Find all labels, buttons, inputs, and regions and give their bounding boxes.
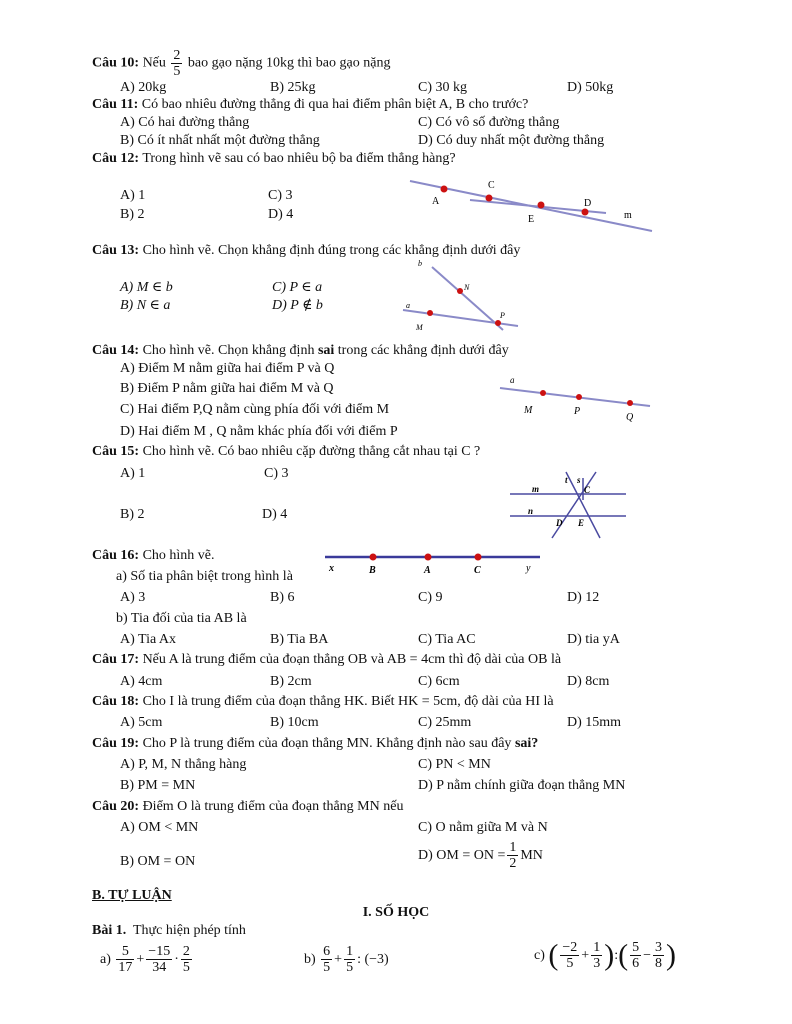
q18-stem: Câu 18: Cho I là trung điểm của đoạn thẳng HK. Biết HK = 5cm, độ dài của HI là [92,694,554,709]
q11-stem: Câu 11: Có bao nhiêu đường thẳng đi qua hai điểm phân biệt A, B cho trước? [92,97,529,112]
q12-option-c[interactable]: C) 3 [268,188,293,203]
q15-label-e: E [578,518,585,528]
q16a-option-a[interactable]: A) 3 [120,590,146,605]
q19-option-b[interactable]: B) PM = MN [120,778,196,793]
q15-option-b[interactable]: B) 2 [120,507,145,522]
q14-label-m: M [524,405,533,416]
q14-option-b[interactable]: B) Điểm P nằm giữa hai điểm M và Q [120,381,334,396]
q12-stem: Câu 12: Trong hình vẽ sau có bao nhiêu bộ ba điểm thẳng hàng? [92,151,456,166]
q14-label-p: P [574,406,581,417]
q12-label-e: E [528,214,535,225]
q20-option-a[interactable]: A) OM < MN [120,820,199,835]
q15-label-t: t [565,475,568,485]
q20-fraction: $\frac{1}{2}$ [509,840,517,871]
q11-option-c[interactable]: C) Có vô số đường thẳng [418,115,560,130]
q14-option-d[interactable]: D) Hai điểm M , Q nằm khác phía đối với điểm P [120,424,398,439]
q17-option-d[interactable]: D) 8cm [567,674,610,689]
q20-option-b[interactable]: B) OM = ON [120,854,196,869]
q15-label-n: n [528,506,534,516]
q13-label-b: b [418,259,422,268]
q19-option-d[interactable]: D) P nằm chính giữa đoạn thẳng MN [418,778,626,793]
q13-label-p: P [500,311,505,320]
q16-stem: Câu 16: Cho hình vẽ. [92,548,215,563]
q13-option-c[interactable]: C) P ∈ a [272,280,323,295]
q16b-option-d[interactable]: D) tia yA [567,632,620,647]
bai1-expr-b: b) $\frac{6}{5}$ + $\frac{1}{5}$ : (−3) [304,944,389,975]
q16-point-b [370,554,377,561]
q16b-option-c[interactable]: C) Tia AC [418,632,476,647]
q13-stem: Câu 13: Cho hình vẽ. Chọn khẳng định đúng trong các khẳng định dưới đây [92,243,521,258]
q15-label-d: D [556,518,563,528]
q12-option-b[interactable]: B) 2 [120,207,145,222]
q12-label-a: A [432,196,440,207]
q11-option-a[interactable]: A) Có hai đường thẳng [120,115,250,130]
q18-option-b[interactable]: B) 10cm [270,715,319,730]
q16-part-a: a) Số tia phân biệt trong hình là [116,569,293,584]
bai1-expr-a: a) $\frac{5}{17}$ + $\frac{-15}{34}$ · $\frac{2}{5}$ [100,944,190,975]
q15-stem: Câu 15: Cho hình vẽ. Có bao nhiêu cặp đường thẳng cắt nhau tại C ? [92,444,481,459]
q17-option-a[interactable]: A) 4cm [120,674,163,689]
q13-option-b[interactable]: B) N ∈ a [120,298,171,313]
q16b-option-a[interactable]: A) Tia Ax [120,632,177,647]
q16-part-b: b) Tia đối của tia AB là [116,611,247,626]
q15-label-c: C [584,485,591,495]
q14-label-a: a [510,375,515,385]
q12-option-a[interactable]: A) 1 [120,188,146,203]
q16-label-c: C [474,565,481,576]
q16a-option-c[interactable]: C) 9 [418,590,443,605]
q16-label-a: A [424,565,431,576]
q15-label-m: m [532,484,540,494]
q10-post: bao gạo nặng 10kg thì bao gạo nặng [187,55,391,71]
q19-stem: Câu 19: Cho P là trung điểm của đoạn thẳng MN. Khẳng định nào sau đây sai? [92,736,539,751]
q15-option-c[interactable]: C) 3 [264,466,289,481]
q14-option-a[interactable]: A) Điểm M nằm giữa hai điểm P và Q [120,361,335,376]
q12-label-m: m [624,210,632,221]
q18-option-c[interactable]: C) 25mm [418,715,472,730]
q19-option-c[interactable]: C) PN < MN [418,757,491,772]
q10-option-d[interactable]: D) 50kg [567,80,614,95]
q10-option-c[interactable]: C) 30 kg [418,80,467,95]
q20-option-c[interactable]: C) O nằm giữa M và N [418,820,548,835]
q17-option-b[interactable]: B) 2cm [270,674,312,689]
q18-option-a[interactable]: A) 5cm [120,715,163,730]
q16-point-a [425,554,432,561]
q14-option-c[interactable]: C) Hai điểm P,Q nằm cùng phía đối với điểm M [120,402,390,417]
section-subtitle: I. SỐ HỌC [362,905,430,920]
q14-label-q: Q [626,412,634,423]
q15-option-a[interactable]: A) 1 [120,466,146,481]
q11-option-d[interactable]: D) Có duy nhất một đường thẳng [418,133,605,148]
q14-stem: Câu 14: Cho hình vẽ. Chọn khẳng định sai trong các khẳng định dưới đây [92,343,509,358]
q13-label-m: M [416,323,423,332]
q11-option-b[interactable]: B) Có ít nhất nhất một đường thẳng [120,133,320,148]
q17-option-c[interactable]: C) 6cm [418,674,460,689]
q20-option-d[interactable]: D) OM = ON = $\frac{1}{2}$ MN [418,840,543,871]
q16-label-y: y [526,563,531,574]
bai1-heading: Bài 1. Thực hiện phép tính [92,923,246,938]
q19-option-a[interactable]: A) P, M, N thẳng hàng [120,757,247,772]
q10-option-b[interactable]: B) 25kg [270,80,316,95]
q12-label-d: D [584,198,592,209]
bai1-expr-c: c) ( $\frac{-2}{5}$ + $\frac{1}{3}$ ):( $\frac{5}{6}$ − $\frac{3}{8}$ ) [534,938,676,972]
q15-label-s: s [577,475,581,485]
q10-fraction: $\frac{2}{5}$ [173,48,181,79]
q12-label-c: C [488,180,495,191]
q10-pre: Nếu [142,55,166,71]
q13-option-d[interactable]: D) P ∉ b [272,298,323,313]
q18-option-d[interactable]: D) 15mm [567,715,622,730]
q10-option-a[interactable]: A) 20kg [120,80,167,95]
q13-option-a[interactable]: A) M ∈ b [120,280,173,295]
q12-option-d[interactable]: D) 4 [268,207,294,222]
q16b-option-b[interactable]: B) Tia BA [270,632,329,647]
q10-label: Câu 10: [92,55,140,71]
section-title: B. TỰ LUẬN [92,888,172,903]
q16a-option-b[interactable]: B) 6 [270,590,295,605]
q16-label-b: B [369,565,376,576]
q16a-option-d[interactable]: D) 12 [567,590,600,605]
q15-option-d[interactable]: D) 4 [262,507,288,522]
q16-point-c [475,554,482,561]
q17-stem: Câu 17: Nếu A là trung điểm của đoạn thẳng OB và AB = 4cm thì độ dài của OB là [92,652,562,667]
q13-label-n: N [464,283,470,292]
q20-stem: Câu 20: Điểm O là trung điểm của đoạn thẳng MN nếu [92,799,404,814]
q13-label-a: a [406,301,410,310]
q16-label-x: x [329,563,334,574]
